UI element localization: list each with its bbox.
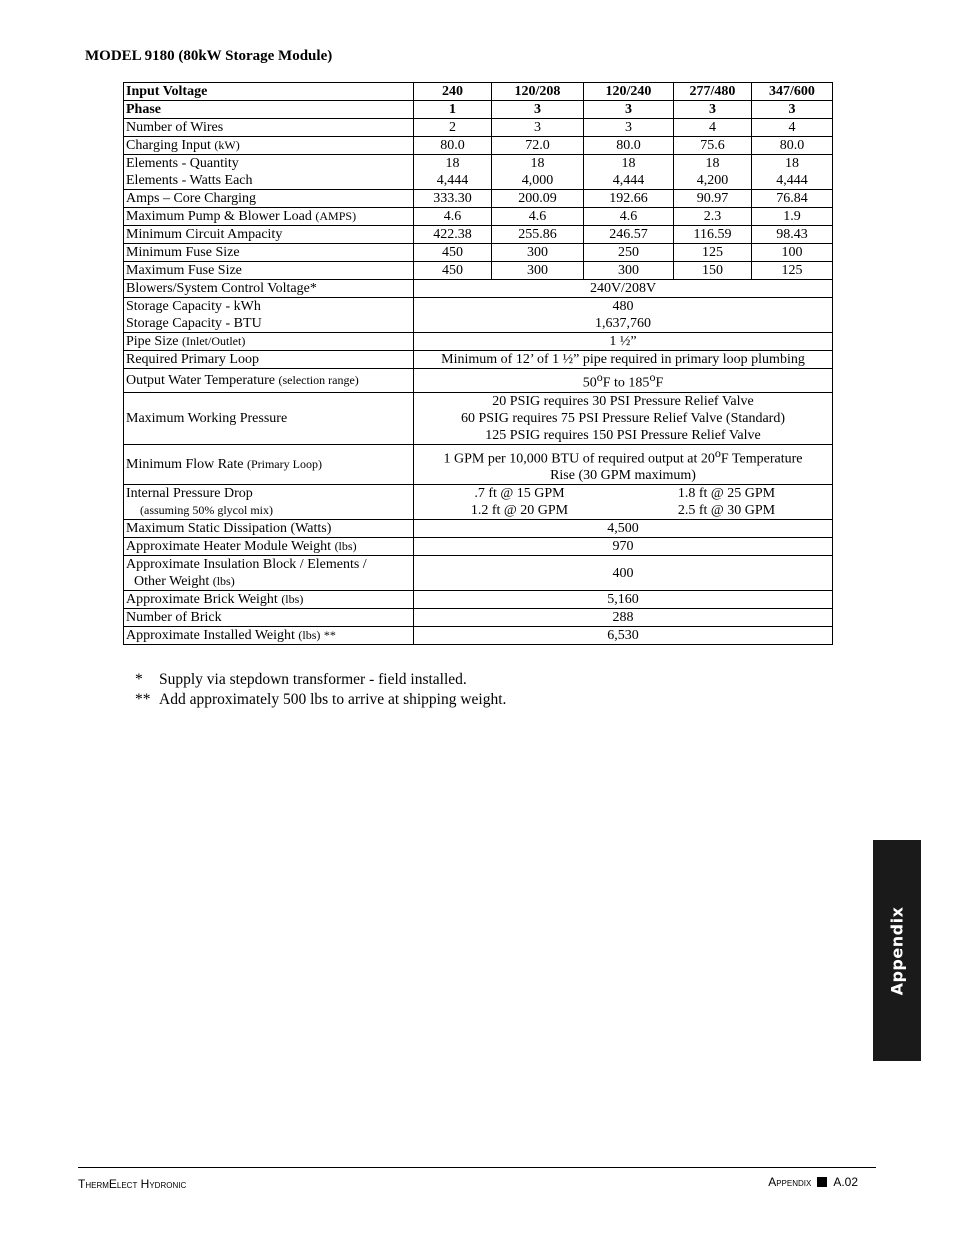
row-flow: Minimum Flow Rate (Primary Loop) 1 GPM per 10,000 BTU of required output at 20$^o$F Temperature Rise (30 GPM maximum) — [124, 444, 833, 485]
row-brick-count: Number of Brick 288 — [124, 609, 833, 627]
row-pressure-drop: Internal Pressure Drop (assuming 50% glycol mix) .7 ft @ 15 GPM 1.2 ft @ 20 GPM 1.8 ft @ 25 GPM 2.5 ft @ 30 GPM — [124, 485, 833, 520]
row-charging: Charging Input (kW) 80.0 72.0 80.0 75.6 80.0 — [124, 137, 833, 155]
row-wires: Number of Wires 2 3 3 4 4 — [124, 119, 833, 137]
footer-brand: ThermElect Hydronic — [78, 1177, 187, 1191]
row-input-voltage: Input Voltage 240 120/208 120/240 277/480 347/600 — [124, 83, 833, 101]
row-pump: Maximum Pump & Blower Load (AMPS) 4.6 4.6 4.6 2.3 1.9 — [124, 208, 833, 226]
row-installed-weight: Approximate Installed Weight (lbs) ** 6,530 — [124, 627, 833, 645]
footnote: ** Add approximately 500 lbs to arrive at shipping weight. — [135, 691, 507, 708]
row-dissipation: Maximum Static Dissipation (Watts) 4,500 — [124, 520, 833, 538]
row-blowers: Blowers/System Control Voltage* 240V/208V — [124, 280, 833, 298]
row-max-fuse: Maximum Fuse Size 450 300 300 150 125 — [124, 262, 833, 280]
row-pressure: Maximum Working Pressure 20 PSIG requires 30 PSI Pressure Relief Valve 60 PSIG requires 75 PSI Pressure Relief Valve (Standard) 125 PSIG requires 150 PSI Pressure Relief Valve — [124, 392, 833, 444]
row-elements: Elements - Quantity Elements - Watts Each 18 4,444 18 4,000 18 4,444 18 4,200 18 4,444 — [124, 155, 833, 190]
row-amps: Amps – Core Charging 333.30 200.09 192.66 90.97 76.84 — [124, 190, 833, 208]
square-bullet-icon — [817, 1177, 827, 1187]
footer-rule — [78, 1167, 876, 1168]
footer-page: Appendix A.02 — [768, 1175, 858, 1189]
spec-table — [123, 82, 833, 645]
footnotes — [135, 670, 506, 710]
row-loop: Required Primary Loop Minimum of 12’ of 1 ½” pipe required in primary loop plumbing — [124, 351, 833, 369]
row-pipe: Pipe Size (Inlet/Outlet) 1 ½” — [124, 333, 833, 351]
page-title: MODEL 9180 (80kW Storage Module) — [85, 48, 333, 64]
row-label: Input Voltage — [124, 83, 414, 101]
row-ampacity: Minimum Circuit Ampacity 422.38 255.86 246.57 116.59 98.43 — [124, 226, 833, 244]
row-min-fuse: Minimum Fuse Size 450 300 250 125 100 — [124, 244, 833, 262]
row-phase: Phase 1 3 3 3 3 — [124, 101, 833, 119]
row-heater-weight: Approximate Heater Module Weight (lbs) 970 — [124, 538, 833, 556]
footnote: * Supply via stepdown transformer - field installed. — [135, 671, 467, 688]
row-output-temp: Output Water Temperature (selection range) 50$^o$F to 185$^o$F — [124, 369, 833, 393]
row-storage: Storage Capacity - kWh Storage Capacity - BTU 480 1,637,760 — [124, 298, 833, 333]
appendix-side-tab: Appendix — [873, 840, 921, 1061]
row-insulation-weight: Approximate Insulation Block / Elements / Other Weight (lbs) 400 — [124, 556, 833, 591]
row-brick-weight: Approximate Brick Weight (lbs) 5,160 — [124, 591, 833, 609]
